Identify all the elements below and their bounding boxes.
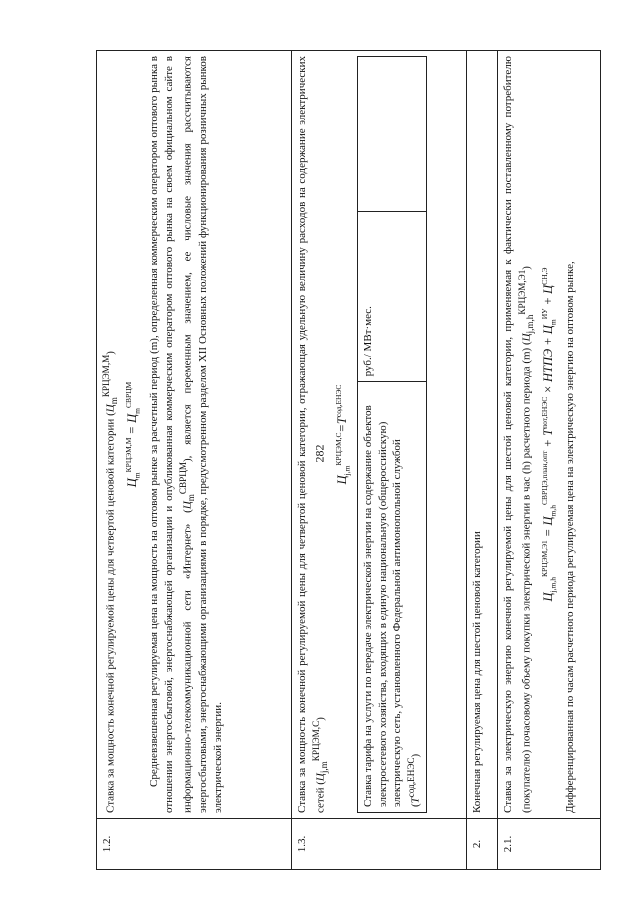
row-title: Конечная регулируемая цена для шестой ценовой категории — [467, 51, 498, 819]
row-content — [97, 51, 292, 819]
row-content — [292, 51, 467, 819]
parameter-description: Ставка тарифа на услуги по передаче электрической энергии на содержание объектов электросетевого хозяйства, входящих в единую национальную (общероссийскую) электрическую сеть, установленного Федеральной антимонопольной службой $(T^{сод,ЕНЭС})$ — [358, 382, 427, 813]
parameter-table — [357, 56, 427, 813]
row-number: 2.1. — [498, 819, 601, 870]
row-number: 1.2. — [97, 819, 292, 870]
page-number: 282 — [312, 444, 327, 463]
row-title: Ставка за мощность конечной регулируемой цены для четвертой ценовой категории, отражающая удельную величину расходов на содержание электрических сетей $(Ц_{j,m}^{КРЦЭМ,С})$ — [296, 56, 329, 813]
table-row — [97, 51, 292, 870]
definition-text: Средневзвешенная регулируемая цена на мощность на оптовом рынке за расчетный период (m), определенная коммерческим оператором оптового рынка в отношении энергосбытовой, энергоснабжающей организации и опубликованная коммерческим оператором оптового рынка на своем официальном сайте в информационно-телекоммуникационной сети «Интернет» $(Ц_m^{СВРЦМ})$, является переменным значением, ее числовые значения рассчитываются энергосбытовыми, энергоснабжающими организациями в порядке, предусмотренном разделом XII Основных положений функционирования розничных рынков электрической энергии. — [148, 56, 224, 813]
parameter-value — [358, 57, 427, 212]
definition-text: Дифференцированная по часам расчетного периода регулируемая цена на электрическую энергию на оптовом рынке, — [564, 261, 577, 813]
table-row — [467, 51, 498, 870]
row-number: 2. — [467, 819, 498, 870]
table-row — [498, 51, 601, 870]
formula: $Ц_m^{КРЦЭМ,М} = Ц_m^{СВРЦМ}$ — [123, 381, 142, 488]
table-row — [292, 51, 467, 870]
row-title: Ставка за электрическую энергию конечной регулируемой цены для шестой ценовой категории, применяемая к фактически поставленному потребителю (покупателю) почасовому объему покупки электрической энергии в час (h) расчетного периода (m) $(Ц_{j,m,h}^{КРЦЭМ,Э1})$ — [502, 56, 535, 813]
formula: $Ц_{j,m,h}^{КРЦЭМ,Э1} = Ц_{m,h}^{СВРЦЭ,план,опт} + T^{пот,ЕНЭС}$ × НТПЭ + $Ц_m^{ИУ} + Ц^{СН,Э}$ — [539, 267, 558, 602]
row-number: 1.3. — [292, 819, 467, 870]
table-row — [358, 57, 427, 813]
tariff-table — [96, 50, 601, 870]
formula: $Ц_{j,m}^{КРЦЭМ,С}=T^{сод,ЕНЭС}$ — [333, 384, 352, 485]
row-content — [498, 51, 601, 819]
parameter-unit: руб./ МВт·мес. — [358, 212, 427, 382]
document-body — [96, 50, 601, 870]
row-title: Ставка за мощность конечной регулируемой цены для четвертой ценовой категории $(Ц_m^{КРЦЭМ,М})$ — [101, 351, 119, 813]
